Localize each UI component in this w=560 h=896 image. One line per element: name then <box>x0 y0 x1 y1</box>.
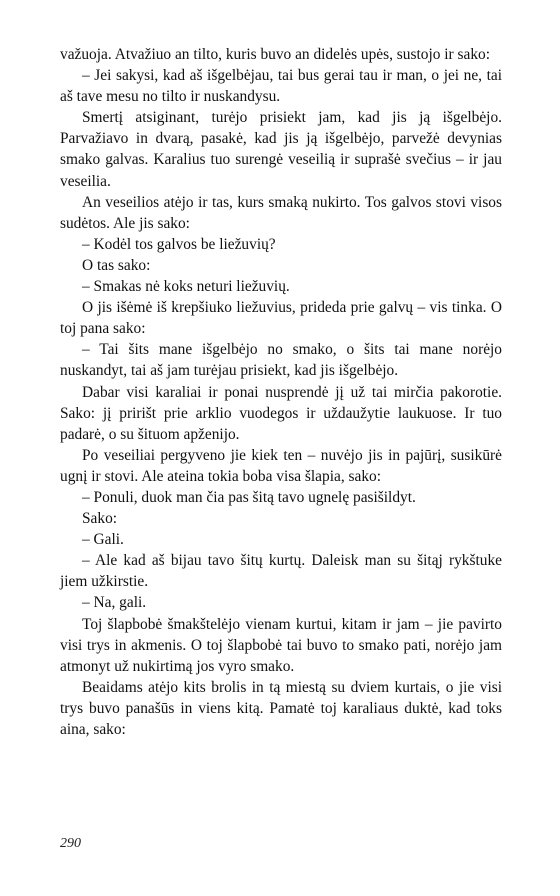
paragraph: važuoja. Atvažiuo an tilto, kuris buvo an didelės upės, sustojo ir sako: <box>60 46 491 63</box>
paragraph: – Jei sakysi, kad aš išgelbėjau, tai bus gerai tau ir man, o jei ne, tai aš tave mesu no tilto ir nuskandysu. <box>60 67 502 106</box>
paragraph: Dabar visi karaliai ir ponai nusprendė jį už tai mirčia pakorotie. Sako: jį pririšt prie arklio vuodegos ir uždaužytie laukuose. Ir tuo padarė, o su šituom apženijo. <box>60 383 502 443</box>
paragraph: – Na, gali. <box>82 594 147 612</box>
page-number: 290 <box>60 836 81 851</box>
paragraph: – Smakas nė koks neturi liežuvių. <box>82 278 290 296</box>
paragraph: – Kodėl tos galvos be liežuvių? <box>82 235 276 253</box>
paragraph: Sako: <box>82 510 118 528</box>
paragraph: Beaidams atėjo kits brolis in tą miestą su dviem kurtais, o jie visi trys buvo panašūs in viens kitą. Pamatė toj karaliaus duktė, kad toks aina, sako: <box>60 678 502 738</box>
paragraph: Smertį atsiginant, turėjo prisiekt jam, kad jis ją išgelbėjo. Parvažiavo in dvarą, pasakė, kad jis ją išgelbėjo, parvežė devynias smako galvas. Karalius tuo surengė veseilią ir suprašė svečius – ir jau veseilia. <box>60 109 502 190</box>
paragraph: O jis išėmė iš krepšiuko liežuvius, prideda prie galvų – vis tinka. O toj pana sako: <box>60 299 502 338</box>
paragraph: – Tai šits mane išgelbėjo no smako, o šits tai mane norėjo nuskandyt, tai aš jam turėjau prisiekt, kad jis išgelbėjo. <box>60 341 502 380</box>
paragraph: Po veseiliai pergyveno jie kiek ten – nuvėjo jis in pajūrį, susikūrė ugnį ir stovi. Ale ateina tokia boba visa šlapia, sako: <box>60 446 502 485</box>
paragraph: O tas sako: <box>82 256 151 274</box>
paragraph: – Ponuli, duok man čia pas šitą tavo ugnelę pasišildyt. <box>82 488 416 506</box>
paragraph: An veseilios atėjo ir tas, kurs smaką nukirto. Tos galvos stovi visos sudėtos. Ale jis sako: <box>60 193 502 232</box>
page-body <box>60 44 502 740</box>
paragraph: – Ale kad aš bijau tavo šitų kurtų. Daleisk man su šitąj rykštuke jiem užkirstie. <box>60 552 502 591</box>
paragraph: Toj šlapbobė šmakštelėjo vienam kurtui, kitam ir jam – jie pavirto visi trys in akmenis. O toj šlapbobė tai buvo to smako pati, norėjo jam atmonyt už nukirtimą jos vyro smako. <box>60 615 502 675</box>
paragraph: – Gali. <box>82 531 124 549</box>
